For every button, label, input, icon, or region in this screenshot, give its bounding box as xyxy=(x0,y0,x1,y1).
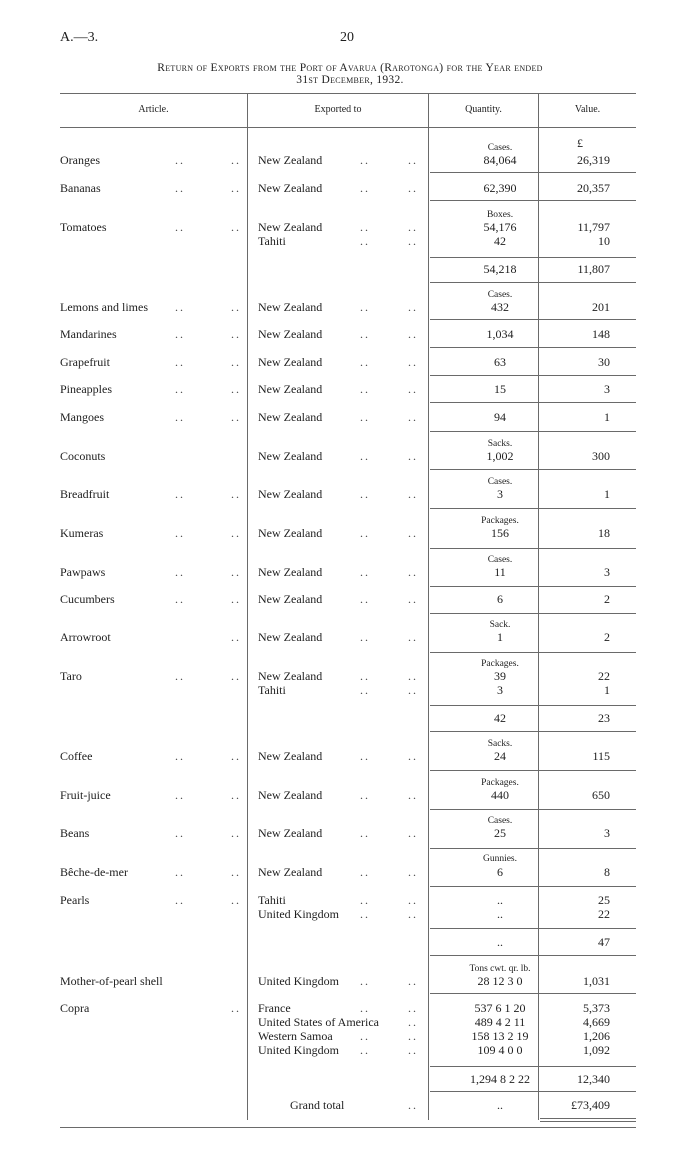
destination-leader-dots: .. xyxy=(408,565,418,579)
table-bottom-rule xyxy=(60,1127,636,1128)
value-coconuts: 300 xyxy=(592,449,610,463)
destination-leader-dots: .. xyxy=(408,974,418,988)
destination-leader-dots: .. xyxy=(408,300,418,314)
row-rule xyxy=(430,469,636,470)
quantity-copra: 489 4 2 11 xyxy=(474,1015,526,1029)
destination-leader-dots: .. xyxy=(408,826,418,840)
grand-total-double-rule xyxy=(540,1121,636,1122)
article-leader-dots: .. xyxy=(175,826,185,840)
page-number: 20 xyxy=(340,30,354,45)
destination-leader-dots: .. xyxy=(360,181,370,195)
destination-leader-dots: .. xyxy=(360,382,370,396)
article-leader-dots: .. xyxy=(231,355,241,369)
header-bottom-rule xyxy=(60,127,636,128)
destination-leader-dots: .. xyxy=(408,1043,418,1057)
article-oranges: Oranges xyxy=(60,153,100,167)
destination-motherofpearl: United Kingdom xyxy=(258,974,339,988)
quantity-tomatoes: 54,176 xyxy=(483,220,517,234)
article-pawpaws: Pawpaws xyxy=(60,565,106,579)
destination-mangoes: New Zealand xyxy=(258,410,323,424)
destination-leader-dots: .. xyxy=(408,788,418,802)
destination-bechedemer: New Zealand xyxy=(258,865,323,879)
article-arrowroot: Arrowroot xyxy=(60,630,111,644)
row-rule xyxy=(430,848,636,849)
article-leader-dots: .. xyxy=(231,153,241,167)
destination-copra: Western Samoa xyxy=(258,1029,333,1043)
quantity-unit-label: Packages. xyxy=(481,516,519,526)
article-mangoes: Mangoes xyxy=(60,410,104,424)
value-mangoes: 1 xyxy=(604,410,610,424)
quantity-unit-label: Cases. xyxy=(487,143,513,153)
article-bananas: Bananas xyxy=(60,181,101,195)
article-leader-dots: .. xyxy=(175,300,185,314)
quantity-unit-label: Tons cwt. qr. lb. xyxy=(469,964,531,974)
article-leader-dots: .. xyxy=(175,382,185,396)
value-tomatoes: 11,797 xyxy=(577,220,610,234)
article-leader-dots: .. xyxy=(175,410,185,424)
article-leader-dots: .. xyxy=(175,220,185,234)
destination-lemons: New Zealand xyxy=(258,300,323,314)
destination-leader-dots: .. xyxy=(360,300,370,314)
article-bechedemer: Bêche-de-mer xyxy=(60,865,128,879)
value-tomatoes: 10 xyxy=(598,234,610,248)
row-rule xyxy=(430,319,636,320)
column-divider-article xyxy=(247,94,248,1120)
row-rule xyxy=(430,431,636,432)
destination-leader-dots: .. xyxy=(360,153,370,167)
destination-copra: United States of America xyxy=(258,1015,379,1029)
subtotal-rule xyxy=(430,1091,636,1092)
destination-copra: United Kingdom xyxy=(258,1043,339,1057)
quantity-unit-label: Packages. xyxy=(481,778,519,788)
value-pawpaws: 3 xyxy=(604,565,610,579)
value-coffee: 115 xyxy=(592,749,610,763)
article-leader-dots: .. xyxy=(175,487,185,501)
row-rule xyxy=(430,886,636,887)
table-title-line-2: 31st December, 1932. xyxy=(296,74,404,86)
document-reference: A.—3. xyxy=(60,30,99,45)
article-mandarines: Mandarines xyxy=(60,327,117,341)
row-rule xyxy=(430,347,636,348)
value-pearls: 25 xyxy=(598,893,610,907)
quantity-oranges: 84,064 xyxy=(483,153,517,167)
grand-total-label: Grand total xyxy=(290,1098,345,1112)
destination-leader-dots: .. xyxy=(408,487,418,501)
destination-leader-dots: .. xyxy=(408,592,418,606)
value-lemons: 201 xyxy=(592,300,610,314)
article-leader-dots: .. xyxy=(231,327,241,341)
article-leader-dots: .. xyxy=(175,592,185,606)
destination-coconuts: New Zealand xyxy=(258,449,323,463)
article-leader-dots: .. xyxy=(175,893,185,907)
destination-leader-dots: .. xyxy=(360,1043,370,1057)
destination-leader-dots: .. xyxy=(408,382,418,396)
article-leader-dots: .. xyxy=(175,788,185,802)
article-leader-dots: .. xyxy=(175,355,185,369)
subtotal-rule xyxy=(430,955,636,956)
value-copra: 1,206 xyxy=(583,1029,610,1043)
quantity-unit-label: Cases. xyxy=(487,290,513,300)
article-taro: Taro xyxy=(60,669,82,683)
destination-leader-dots: .. xyxy=(408,907,418,921)
destination-leader-dots: .. xyxy=(360,355,370,369)
subtotal-quantity-copra: 1,294 8 2 22 xyxy=(470,1072,530,1086)
destination-leader-dots: .. xyxy=(360,234,370,248)
quantity-bananas: 62,390 xyxy=(483,181,517,195)
destination-pawpaws: New Zealand xyxy=(258,565,323,579)
destination-fruitjuice: New Zealand xyxy=(258,788,323,802)
subtotal-quantity-taro: 42 xyxy=(494,711,506,725)
quantity-mandarines: 1,034 xyxy=(486,327,514,341)
article-leader-dots: .. xyxy=(231,630,241,644)
quantity-pawpaws: 11 xyxy=(494,565,506,579)
article-pineapples: Pineapples xyxy=(60,382,112,396)
destination-leader-dots: .. xyxy=(408,749,418,763)
destination-breadfruit: New Zealand xyxy=(258,487,323,501)
article-leader-dots: .. xyxy=(231,487,241,501)
value-taro: 1 xyxy=(604,683,610,697)
value-arrowroot: 2 xyxy=(604,630,610,644)
article-leader-dots: .. xyxy=(175,565,185,579)
quantity-lemons: 432 xyxy=(491,300,509,314)
quantity-mangoes: 94 xyxy=(494,410,506,424)
article-leader-dots: .. xyxy=(175,153,185,167)
destination-leader-dots: .. xyxy=(360,630,370,644)
destination-coffee: New Zealand xyxy=(258,749,323,763)
quantity-grapefruit: 63 xyxy=(494,355,506,369)
destination-pearls: Tahiti xyxy=(258,893,286,907)
destination-leader-dots: .. xyxy=(360,1001,370,1015)
destination-tomatoes: Tahiti xyxy=(258,234,286,248)
quantity-copra: 158 13 2 19 xyxy=(471,1029,529,1043)
row-rule xyxy=(430,375,636,376)
quantity-unit-label: Sacks. xyxy=(487,739,513,749)
article-leader-dots: .. xyxy=(175,749,185,763)
row-rule xyxy=(430,402,636,403)
destination-leader-dots: .. xyxy=(360,974,370,988)
article-leader-dots: .. xyxy=(175,327,185,341)
table-title-line-1: Return of Exports from the Port of Avarua (Rarotonga) for the Year ended xyxy=(157,62,543,74)
quantity-pearls: .. xyxy=(497,907,503,921)
destination-pineapples: New Zealand xyxy=(258,382,323,396)
destination-leader-dots: .. xyxy=(408,526,418,540)
destination-leader-dots: .. xyxy=(408,153,418,167)
row-rule xyxy=(430,200,636,201)
value-unit-label: £ xyxy=(577,136,583,150)
destination-leader-dots: .. xyxy=(408,630,418,644)
destination-leader-dots: .. xyxy=(360,669,370,683)
article-leader-dots: .. xyxy=(231,749,241,763)
quantity-motherofpearl: 28 12 3 0 xyxy=(477,974,523,988)
value-pearls: 22 xyxy=(598,907,610,921)
article-leader-dots: .. xyxy=(175,865,185,879)
quantity-unit-label: Packages. xyxy=(481,659,519,669)
destination-leader-dots: .. xyxy=(408,355,418,369)
destination-leader-dots: .. xyxy=(360,683,370,697)
column-header-exported-to: Exported to xyxy=(314,104,362,115)
grand-total-value: £73,409 xyxy=(571,1098,610,1112)
quantity-unit-label: Sacks. xyxy=(487,439,513,449)
article-leader-dots: .. xyxy=(231,865,241,879)
subtotal-value-copra: 12,340 xyxy=(577,1072,610,1086)
quantity-fruitjuice: 440 xyxy=(491,788,509,802)
value-copra: 5,373 xyxy=(583,1001,610,1015)
article-leader-dots: .. xyxy=(231,526,241,540)
row-rule xyxy=(430,652,636,653)
value-copra: 4,669 xyxy=(583,1015,610,1029)
destination-leader-dots: .. xyxy=(360,826,370,840)
quantity-unit-label: Cases. xyxy=(487,477,513,487)
row-rule xyxy=(430,548,636,549)
article-leader-dots: .. xyxy=(231,410,241,424)
quantity-taro: 3 xyxy=(497,683,503,697)
row-rule xyxy=(430,705,636,706)
destination-grapefruit: New Zealand xyxy=(258,355,323,369)
destination-leader-dots: .. xyxy=(408,410,418,424)
destination-leader-dots: .. xyxy=(360,565,370,579)
value-kumeras: 18 xyxy=(598,526,610,540)
article-leader-dots: .. xyxy=(231,300,241,314)
destination-leader-dots: .. xyxy=(408,449,418,463)
article-leader-dots: .. xyxy=(231,893,241,907)
destination-leader-dots: .. xyxy=(408,1029,418,1043)
destination-taro: Tahiti xyxy=(258,683,286,697)
row-rule xyxy=(430,928,636,929)
article-leader-dots: .. xyxy=(175,669,185,683)
row-rule xyxy=(430,1066,636,1067)
quantity-unit-label: Gunnies. xyxy=(482,854,518,864)
article-beans: Beans xyxy=(60,826,90,840)
column-header-quantity: Quantity. xyxy=(465,104,502,115)
value-pineapples: 3 xyxy=(604,382,610,396)
subtotal-value-tomatoes: 11,807 xyxy=(577,262,610,276)
quantity-bechedemer: 6 xyxy=(497,865,503,879)
quantity-arrowroot: 1 xyxy=(497,630,503,644)
article-leader-dots: .. xyxy=(175,181,185,195)
subtotal-rule xyxy=(430,731,636,732)
quantity-unit-label: Cases. xyxy=(487,816,513,826)
destination-leader-dots: .. xyxy=(360,865,370,879)
column-divider-exported-to xyxy=(428,94,429,1120)
destination-leader-dots: .. xyxy=(408,234,418,248)
value-beans: 3 xyxy=(604,826,610,840)
destination-leader-dots: .. xyxy=(360,487,370,501)
value-motherofpearl: 1,031 xyxy=(583,974,610,988)
quantity-unit-label: Boxes. xyxy=(486,210,514,220)
article-leader-dots: .. xyxy=(231,592,241,606)
row-rule xyxy=(430,257,636,258)
column-header-value: Value. xyxy=(574,104,601,115)
grand-total-leader-dots: .. xyxy=(408,1098,418,1112)
quantity-kumeras: 156 xyxy=(491,526,509,540)
column-header-article: Article. xyxy=(138,104,169,115)
quantity-copra: 537 6 1 20 xyxy=(474,1001,526,1015)
destination-leader-dots: .. xyxy=(408,669,418,683)
article-leader-dots: .. xyxy=(231,788,241,802)
destination-copra: France xyxy=(258,1001,291,1015)
value-mandarines: 148 xyxy=(592,327,610,341)
article-kumeras: Kumeras xyxy=(60,526,104,540)
value-bananas: 20,357 xyxy=(577,181,610,195)
destination-leader-dots: .. xyxy=(360,788,370,802)
quantity-copra: 109 4 0 0 xyxy=(477,1043,523,1057)
quantity-taro: 39 xyxy=(494,669,506,683)
destination-leader-dots: .. xyxy=(360,410,370,424)
destination-leader-dots: .. xyxy=(360,449,370,463)
value-taro: 22 xyxy=(598,669,610,683)
article-grapefruit: Grapefruit xyxy=(60,355,110,369)
article-fruitjuice: Fruit-juice xyxy=(60,788,111,802)
article-lemons: Lemons and limes xyxy=(60,300,148,314)
article-leader-dots: .. xyxy=(231,669,241,683)
quantity-beans: 25 xyxy=(494,826,506,840)
article-leader-dots: .. xyxy=(231,382,241,396)
destination-bananas: New Zealand xyxy=(258,181,323,195)
article-copra: Copra xyxy=(60,1001,90,1015)
value-bechedemer: 8 xyxy=(604,865,610,879)
destination-leader-dots: .. xyxy=(408,893,418,907)
quantity-cucumbers: 6 xyxy=(497,592,503,606)
quantity-pearls: .. xyxy=(497,893,503,907)
article-leader-dots: .. xyxy=(231,220,241,234)
article-leader-dots: .. xyxy=(231,826,241,840)
article-breadfruit: Breadfruit xyxy=(60,487,110,501)
article-motherofpearl: Mother-of-pearl shell xyxy=(60,974,163,988)
value-cucumbers: 2 xyxy=(604,592,610,606)
value-grapefruit: 30 xyxy=(598,355,610,369)
destination-leader-dots: .. xyxy=(408,1015,418,1029)
article-tomatoes: Tomatoes xyxy=(60,220,107,234)
destination-oranges: New Zealand xyxy=(258,153,323,167)
destination-leader-dots: .. xyxy=(360,893,370,907)
article-leader-dots: .. xyxy=(231,1001,241,1015)
destination-leader-dots: .. xyxy=(408,865,418,879)
destination-cucumbers: New Zealand xyxy=(258,592,323,606)
destination-leader-dots: .. xyxy=(408,683,418,697)
article-pearls: Pearls xyxy=(60,893,90,907)
destination-leader-dots: .. xyxy=(360,907,370,921)
destination-leader-dots: .. xyxy=(360,327,370,341)
row-rule xyxy=(430,809,636,810)
row-rule xyxy=(430,508,636,509)
article-coconuts: Coconuts xyxy=(60,449,106,463)
destination-leader-dots: .. xyxy=(360,1029,370,1043)
value-copra: 1,092 xyxy=(583,1043,610,1057)
subtotal-quantity-tomatoes: 54,218 xyxy=(483,262,517,276)
destination-arrowroot: New Zealand xyxy=(258,630,323,644)
destination-leader-dots: .. xyxy=(360,220,370,234)
article-leader-dots: .. xyxy=(175,526,185,540)
row-rule xyxy=(430,770,636,771)
quantity-tomatoes: 42 xyxy=(494,234,506,248)
grand-total-double-rule xyxy=(540,1118,636,1119)
subtotal-value-pearls: 47 xyxy=(598,935,610,949)
destination-leader-dots: .. xyxy=(408,220,418,234)
subtotal-quantity-pearls: .. xyxy=(497,935,503,949)
article-leader-dots: .. xyxy=(231,565,241,579)
destination-pearls: United Kingdom xyxy=(258,907,339,921)
article-coffee: Coffee xyxy=(60,749,93,763)
grand-total-quantity: .. xyxy=(497,1098,503,1112)
row-rule xyxy=(430,586,636,587)
destination-leader-dots: .. xyxy=(408,1001,418,1015)
destination-leader-dots: .. xyxy=(408,181,418,195)
row-rule xyxy=(430,993,636,994)
article-leader-dots: .. xyxy=(231,181,241,195)
destination-tomatoes: New Zealand xyxy=(258,220,323,234)
quantity-coffee: 24 xyxy=(494,749,506,763)
quantity-breadfruit: 3 xyxy=(497,487,503,501)
article-cucumbers: Cucumbers xyxy=(60,592,115,606)
quantity-coconuts: 1,002 xyxy=(486,449,514,463)
value-oranges: 26,319 xyxy=(577,153,610,167)
destination-leader-dots: .. xyxy=(360,526,370,540)
destination-kumeras: New Zealand xyxy=(258,526,323,540)
quantity-pineapples: 15 xyxy=(494,382,506,396)
row-rule xyxy=(430,613,636,614)
table-top-rule xyxy=(60,93,636,94)
destination-leader-dots: .. xyxy=(360,592,370,606)
row-rule xyxy=(430,172,636,173)
destination-leader-dots: .. xyxy=(408,327,418,341)
quantity-unit-label: Sack. xyxy=(489,620,511,630)
value-fruitjuice: 650 xyxy=(592,788,610,802)
destination-mandarines: New Zealand xyxy=(258,327,323,341)
subtotal-rule xyxy=(430,282,636,283)
destination-beans: New Zealand xyxy=(258,826,323,840)
destination-leader-dots: .. xyxy=(360,749,370,763)
destination-taro: New Zealand xyxy=(258,669,323,683)
quantity-unit-label: Cases. xyxy=(487,555,513,565)
subtotal-value-taro: 23 xyxy=(598,711,610,725)
value-breadfruit: 1 xyxy=(604,487,610,501)
